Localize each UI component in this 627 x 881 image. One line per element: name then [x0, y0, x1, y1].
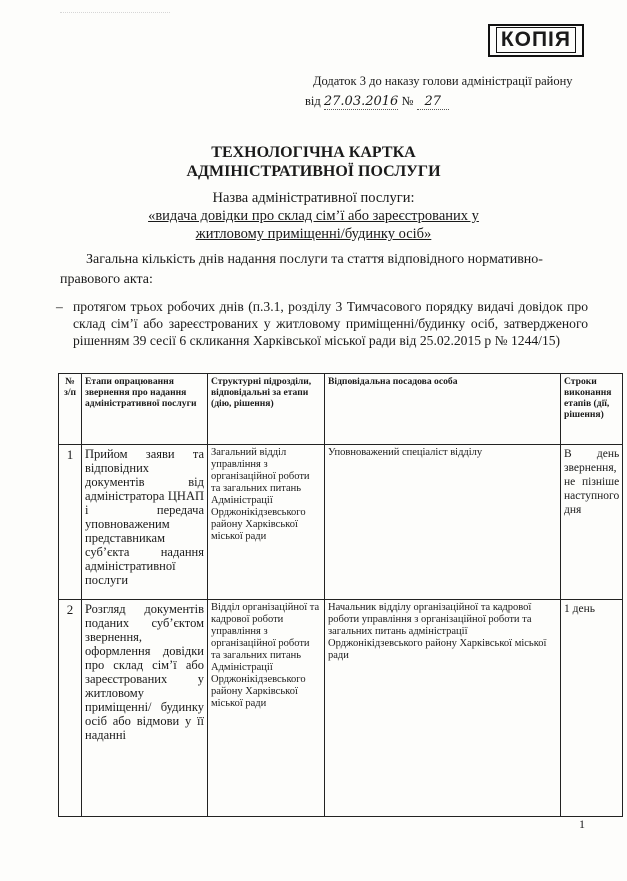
- appendix-line: Додаток 3 до наказу голови адміністрації району: [313, 74, 573, 88]
- header-official: Відповідальна посадова особа: [325, 374, 561, 445]
- header-stage: Етапи опрацювання звернення про надання адміністративної послуги: [82, 374, 208, 445]
- tech-card-table: [58, 373, 623, 817]
- document-title: [0, 143, 627, 181]
- header-term: Строки виконання етапів (дії, рішення): [561, 374, 623, 445]
- row-num: 2: [59, 600, 82, 817]
- header-dept: Структурні підрозділи, відповідальні за етапи (дію, рішення): [208, 374, 325, 445]
- date-prefix: від: [305, 94, 321, 108]
- row-official: Начальник відділу організаційної та кадрової роботи управління з організаційної роботи та загальних питань адміністрації Орджонікідзевського району Харківської міської ради: [325, 600, 561, 817]
- scan-artifact: [60, 12, 170, 23]
- row-stage: Прийом заяви та відповідних документів від адміністратора ЦНАП і передача уповноваженим представникам суб’єкта надання адміністративної послуги: [82, 445, 208, 600]
- date-value: 27.03.2016: [323, 94, 399, 109]
- copy-stamp-text: КОПІЯ: [496, 27, 576, 53]
- title-line-1: ТЕХНОЛОГІЧНА КАРТКА: [211, 144, 416, 161]
- bullet-dash: –: [56, 299, 63, 314]
- copy-stamp: [488, 24, 584, 57]
- term-item: [56, 298, 588, 349]
- table-row: [59, 445, 623, 600]
- service-name-line-1: «видача довідки про склад сім’ї або зареєстрованих у: [148, 208, 479, 224]
- number-value: 27: [417, 94, 450, 110]
- service-label: Назва адміністративної послуги:: [212, 190, 415, 206]
- row-official: Уповноважений спеціаліст відділу: [325, 445, 561, 600]
- table-row: [59, 600, 623, 817]
- header-num: № з/п: [59, 374, 82, 445]
- row-stage: Розгляд документів поданих суб’єктом звернення, оформлення довідки про склад сім’ї або зареєстрованих у житловому приміщенні/ будинку осіб або відмови у її наданні: [82, 600, 208, 817]
- appendix-date-line: [305, 91, 573, 112]
- appendix-block: [305, 71, 573, 112]
- row-term: 1 день: [561, 600, 623, 817]
- term-text: протягом трьох робочих днів (п.3.1, розділу 3 Тимчасового порядку видачі довідок про склад сім’ї або зареєстрованих у житловому приміщенні/будинку осіб, затвердженого рішенням 39 сесії 6 скликання Харківської міської ради від 25.02.2015 р № 1244/15): [73, 299, 588, 348]
- row-num: 1: [59, 445, 82, 600]
- service-name-block: [0, 189, 627, 243]
- intro-paragraph: Загальна кількість днів надання послуги та стаття відповідного нормативно-правового акта:: [60, 252, 543, 287]
- row-dept: Загальний відділ управління з організаційної роботи та загальних питань Адміністрації Орджонікідзевського району Харківської міської ради: [208, 445, 325, 600]
- page-number: 1: [579, 817, 585, 831]
- table-header-row: [59, 374, 623, 445]
- service-name-line-2: житловому приміщенні/будинку осіб»: [195, 226, 432, 242]
- row-term: В день звернення, не пізніше наступного дня: [561, 445, 623, 600]
- row-dept: Відділ організаційної та кадрової роботи управління з організаційної роботи та загальних питань Адміністрації Орджонікідзевського району Харківської міської ради: [208, 600, 325, 817]
- title-line-2: АДМІНІСТРАТИВНОЇ ПОСЛУГИ: [186, 163, 441, 180]
- number-prefix: №: [401, 94, 414, 108]
